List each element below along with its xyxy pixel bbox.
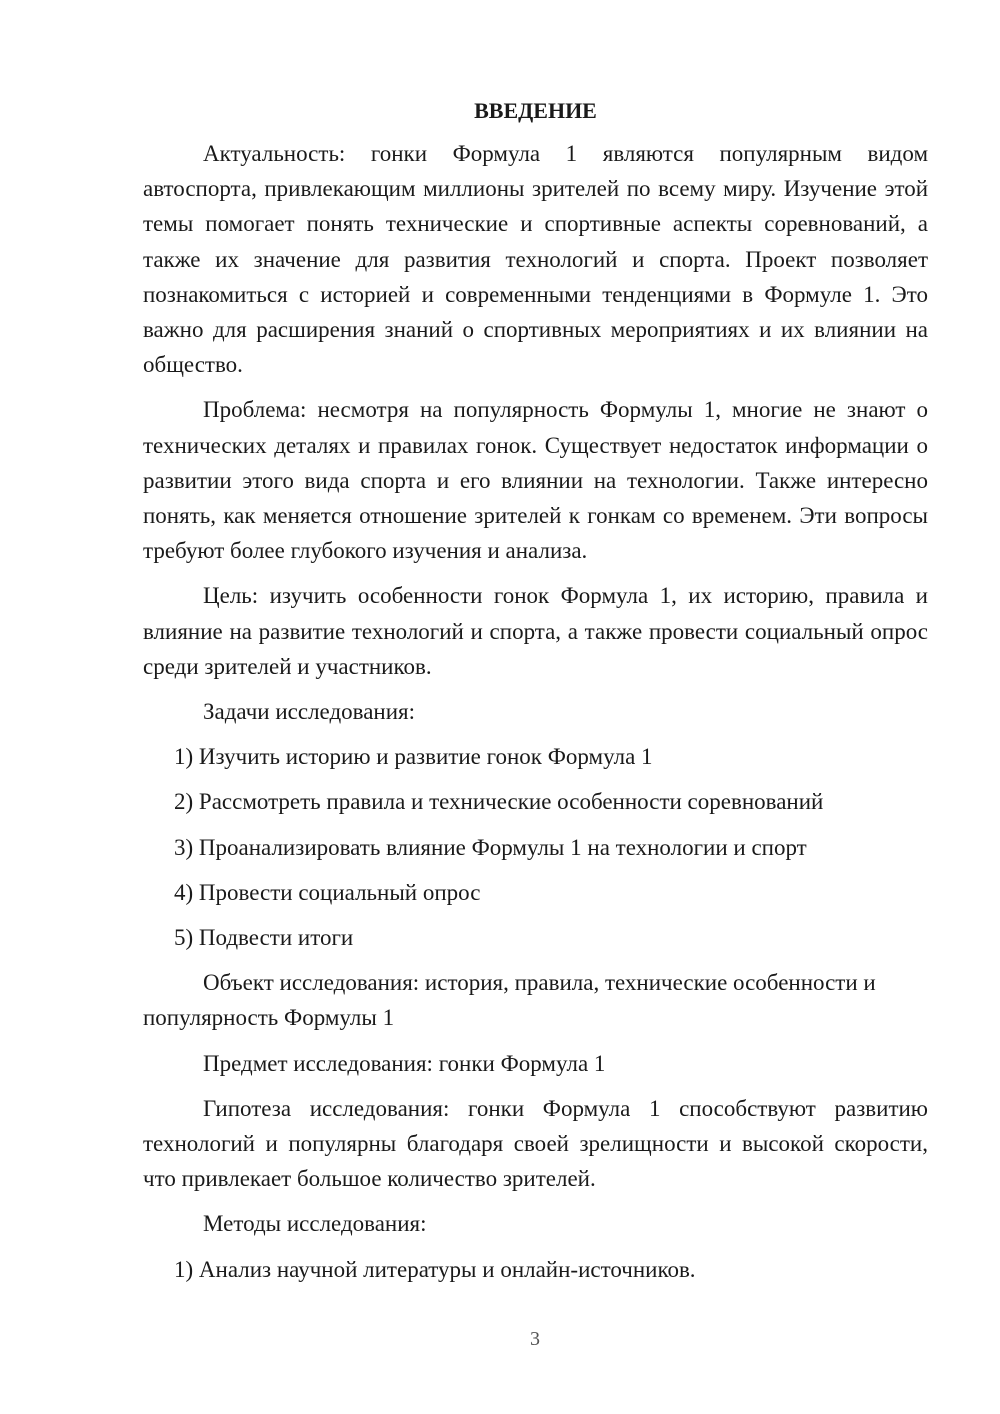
relevance-paragraph: Актуальность: гонки Формула 1 являются популярным видом автоспорта, привлекающим миллионы зрителей по всему миру. Изучение этой темы помогает понять технические и спортивные аспекты соревнований, а также их значение для развития технологий и спорта. Проект позволяет познакомиться с историей и современными тенденциями в Формуле 1. Это важно для расширения знаний о спортивных мероприятиях и их влиянии на общество. [143, 141, 928, 378]
section-title: ВВЕДЕНИЕ [474, 98, 597, 123]
task-item: 5) Подвести итоги [174, 925, 354, 951]
goal-paragraph: Цель: изучить особенности гонок Формула 1, их историю, правила и влияние на развитие технологий и спорта, а также провести социальный опрос среди зрителей и участников. [143, 583, 928, 679]
problem-paragraph: Проблема: несмотря на популярность Формулы 1, многие не знают о технических деталях и правилах гонок. Существует недостаток информации о развитии этого вида спорта и его влиянии на технологии. Также интересно понять, как меняется отношение зрителей к гонкам со временем. Эти вопросы требуют более глубокого изучения и анализа. [143, 397, 928, 564]
object-paragraph: Объект исследования: история, правила, технические особенности и популярность Формулы 1 [143, 970, 876, 1031]
document-page [143, 96, 928, 1297]
methods-heading: Методы исследования: [203, 1211, 427, 1237]
method-item: 1) Анализ научной литературы и онлайн-источников. [174, 1256, 696, 1282]
tasks-heading: Задачи исследования: [203, 699, 416, 725]
task-item: 4) Провести социальный опрос [174, 879, 481, 905]
task-item: 2) Рассмотреть правила и технические особенности соревнований [174, 789, 824, 815]
task-item: 1) Изучить историю и развитие гонок Формула 1 [174, 744, 653, 770]
task-item: 3) Проанализировать влияние Формулы 1 на технологии и спорт [174, 834, 807, 860]
page-number: 3 [530, 1328, 540, 1350]
subject-paragraph: Предмет исследования: гонки Формула 1 [203, 1050, 606, 1076]
hypothesis-paragraph: Гипотеза исследования: гонки Формула 1 способствуют развитию технологий и популярны благодаря своей зрелищности и высокой скорости, что привлекает большое количество зрителей. [143, 1095, 928, 1192]
